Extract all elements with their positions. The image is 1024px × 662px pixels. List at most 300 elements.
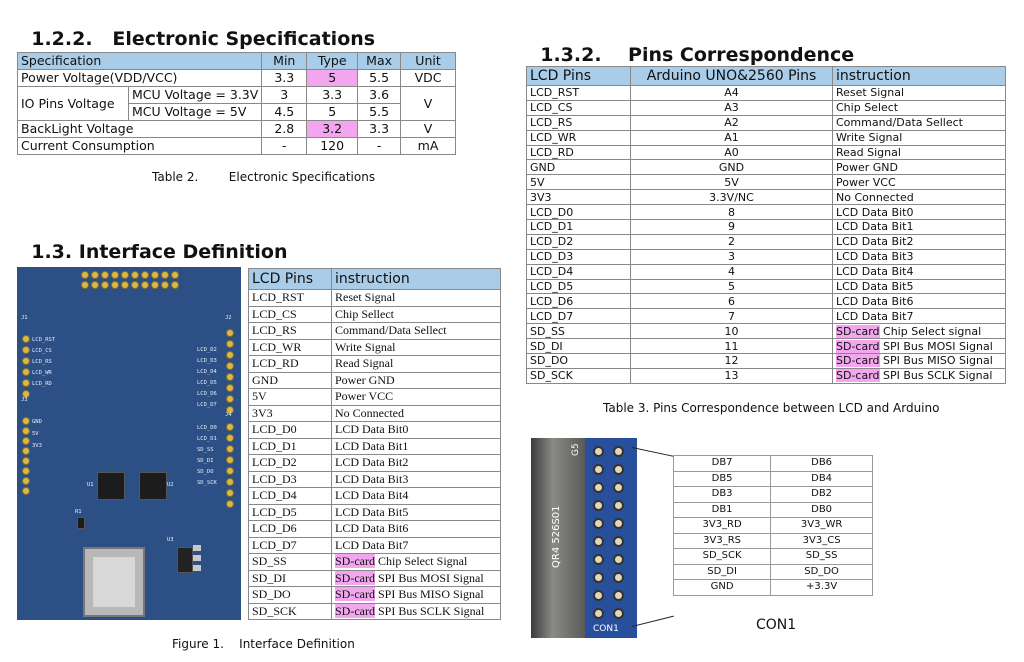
lcd-pin: LCD_CS bbox=[527, 100, 631, 115]
spec-row-io-1 bbox=[18, 87, 456, 104]
connector-pin bbox=[593, 590, 604, 601]
pins-table bbox=[526, 66, 1006, 384]
table-row bbox=[249, 405, 501, 422]
header-pin bbox=[171, 281, 179, 289]
pin-name: 3V3 bbox=[249, 405, 332, 422]
header-pin bbox=[151, 271, 159, 279]
sd-instruction-text: SPI Bus MOSI Signal bbox=[374, 570, 484, 585]
spec-min: 4.5 bbox=[262, 104, 307, 121]
header-pin bbox=[101, 271, 109, 279]
pin-name: GND bbox=[249, 372, 332, 389]
spec-type: 120 bbox=[307, 138, 358, 155]
spec-header-max: Max bbox=[358, 53, 401, 70]
connector-pin bbox=[593, 464, 604, 475]
sd-card-tag: SD-card bbox=[335, 570, 375, 585]
regulator-tab bbox=[193, 565, 201, 571]
table-row bbox=[674, 549, 873, 565]
connector-pin bbox=[593, 500, 604, 511]
u3-regulator bbox=[177, 547, 193, 573]
spec-min: 3.3 bbox=[262, 70, 307, 87]
board-pin-label: LCD_D4 bbox=[197, 369, 217, 375]
header-pin bbox=[226, 423, 234, 431]
r1-label: R1 bbox=[75, 509, 82, 515]
table-row bbox=[249, 339, 501, 356]
pin-name: LCD_D7 bbox=[249, 537, 332, 554]
board-pin-label: SD_SS bbox=[197, 447, 214, 453]
arduino-pin: A3 bbox=[631, 100, 833, 115]
table-row bbox=[674, 564, 873, 580]
sd-card-tag: SD-card bbox=[335, 587, 375, 602]
spec-type: 5 bbox=[307, 104, 358, 121]
table-row bbox=[527, 294, 1006, 309]
header-pin bbox=[22, 335, 30, 343]
board-pin-label: 3V3 bbox=[32, 443, 42, 449]
lcd-pin: LCD_D6 bbox=[527, 294, 631, 309]
arduino-pin: 5 bbox=[631, 279, 833, 294]
pin-name: LCD_D5 bbox=[249, 504, 332, 521]
table-row bbox=[527, 279, 1006, 294]
sd-card-tag: SD-card bbox=[836, 369, 880, 383]
pin-name: SD_DO bbox=[249, 587, 332, 604]
pin-instruction: Chip Select bbox=[833, 100, 1006, 115]
pin-instruction: LCD Data Bit2 bbox=[332, 455, 501, 472]
arduino-pin: 12 bbox=[631, 354, 833, 369]
table-row bbox=[527, 160, 1006, 175]
connector-pin bbox=[613, 500, 624, 511]
pin-name: LCD_D4 bbox=[249, 488, 332, 505]
interface-title: Interface Definition bbox=[78, 241, 288, 263]
u1-chip bbox=[97, 472, 125, 500]
table-row bbox=[249, 389, 501, 406]
lcd-pin: LCD_D4 bbox=[527, 264, 631, 279]
sd-card-tag: SD-card bbox=[836, 339, 880, 353]
header-pin bbox=[226, 340, 234, 348]
table-row bbox=[674, 502, 873, 518]
header-pin bbox=[121, 281, 129, 289]
spec-type: 5 bbox=[307, 70, 358, 87]
con1-left-signal: 3V3_RD bbox=[674, 518, 771, 534]
lcd-pin: LCD_D2 bbox=[527, 234, 631, 249]
con1-left-signal: SD_DI bbox=[674, 564, 771, 580]
connector-photo bbox=[531, 438, 637, 638]
connector-pin bbox=[593, 608, 604, 619]
arduino-pin: 8 bbox=[631, 205, 833, 220]
header-pin bbox=[22, 357, 30, 365]
board-pin-label: 5V bbox=[32, 431, 39, 437]
spec-min: 2.8 bbox=[262, 121, 307, 138]
pins-table-body bbox=[527, 86, 1006, 384]
con1-left-signal: DB5 bbox=[674, 471, 771, 487]
arduino-pin: 10 bbox=[631, 324, 833, 339]
pin-instruction: Power GND bbox=[833, 160, 1006, 175]
table-row bbox=[249, 455, 501, 472]
pin-instruction: Reset Signal bbox=[833, 86, 1006, 101]
board-pin-label: LCD_D3 bbox=[197, 358, 217, 364]
table-row bbox=[249, 356, 501, 373]
table-row bbox=[527, 130, 1006, 145]
header-pin bbox=[22, 487, 30, 495]
header-pin bbox=[22, 437, 30, 445]
electronic-number: 1.2.2. bbox=[31, 28, 93, 50]
header-pin bbox=[91, 281, 99, 289]
con1-right-signal: +3.3V bbox=[771, 580, 873, 596]
con1-right-signal: DB4 bbox=[771, 471, 873, 487]
board-pin-label: LCD_WR bbox=[32, 370, 52, 376]
header-pin bbox=[22, 379, 30, 387]
sd-instruction-text: SPI Bus SCLK Signal bbox=[879, 369, 993, 383]
spec-max: 5.5 bbox=[358, 104, 401, 121]
lcd-shield-board-image bbox=[17, 267, 241, 620]
header-pin bbox=[131, 271, 139, 279]
u3-label: U3 bbox=[167, 537, 174, 543]
lcd-pin: LCD_D7 bbox=[527, 309, 631, 324]
board-pin-label: SD_DI bbox=[197, 458, 214, 464]
arduino-pin: 9 bbox=[631, 220, 833, 235]
pin-name: SD_DI bbox=[249, 570, 332, 587]
pin-instruction: No Connected bbox=[833, 190, 1006, 205]
header-pin bbox=[22, 368, 30, 376]
con1-right-signal: DB2 bbox=[771, 487, 873, 503]
pin-instruction: LCD Data Bit2 bbox=[833, 234, 1006, 249]
spec-unit: V bbox=[401, 87, 456, 121]
pin-instruction: LCD Data Bit1 bbox=[332, 438, 501, 455]
lcd-pin: 5V bbox=[527, 175, 631, 190]
table-row bbox=[527, 324, 1006, 339]
spec-label: BackLight Voltage bbox=[18, 121, 262, 138]
board-pin-label: LCD_RS bbox=[32, 359, 52, 365]
con1-left-signal: DB3 bbox=[674, 487, 771, 503]
arduino-pin: 13 bbox=[631, 368, 833, 383]
pin-instruction bbox=[332, 587, 501, 604]
header-pin bbox=[22, 467, 30, 475]
header-pin bbox=[226, 456, 234, 464]
header-pin bbox=[22, 346, 30, 354]
connector-pin bbox=[613, 608, 624, 619]
con1-table bbox=[673, 455, 873, 596]
spec-sublabel: MCU Voltage = 3.3V bbox=[128, 87, 261, 104]
pin-name: LCD_D1 bbox=[249, 438, 332, 455]
table-row bbox=[527, 249, 1006, 264]
connector-pin bbox=[613, 446, 624, 457]
table-row bbox=[249, 537, 501, 554]
pin-instruction: LCD Data Bit4 bbox=[833, 264, 1006, 279]
interface-table-body bbox=[249, 290, 501, 620]
lcd-pin: SD_SCK bbox=[527, 368, 631, 383]
pins-header-lcd: LCD Pins bbox=[527, 67, 631, 86]
connector-side-text: G5 bbox=[571, 443, 581, 456]
pin-instruction: LCD Data Bit5 bbox=[332, 504, 501, 521]
sd-card-tag: SD-card bbox=[335, 603, 375, 618]
spec-label: IO Pins Voltage bbox=[18, 87, 129, 121]
spec-unit: mA bbox=[401, 138, 456, 155]
board-pin-label: LCD_D1 bbox=[197, 436, 217, 442]
board-pin-label: SD_DO bbox=[197, 469, 214, 475]
header-pin bbox=[111, 281, 119, 289]
lcd-pin: LCD_D5 bbox=[527, 279, 631, 294]
pin-instruction: LCD Data Bit7 bbox=[833, 309, 1006, 324]
pin-name: 5V bbox=[249, 389, 332, 406]
arduino-pin: 3.3V/NC bbox=[631, 190, 833, 205]
sd-card-tag: SD-card bbox=[836, 354, 880, 368]
table-row bbox=[674, 456, 873, 472]
header-pin bbox=[151, 281, 159, 289]
lead-line-top bbox=[632, 447, 674, 457]
header-pin bbox=[91, 271, 99, 279]
board-pin-label: GND bbox=[32, 419, 42, 425]
connector-board-label: CON1 bbox=[593, 624, 619, 634]
table-row bbox=[249, 471, 501, 488]
pin-name: LCD_D0 bbox=[249, 422, 332, 439]
lcd-pin: SD_DO bbox=[527, 354, 631, 369]
connector-pin bbox=[593, 518, 604, 529]
spec-header-specification: Specification bbox=[18, 53, 262, 70]
sd-instruction-text: SPI Bus MISO Signal bbox=[879, 354, 993, 368]
connector-pin bbox=[593, 482, 604, 493]
pin-instruction: LCD Data Bit7 bbox=[332, 537, 501, 554]
pins-header-instruction: instruction bbox=[833, 67, 1006, 86]
pin-instruction: LCD Data Bit3 bbox=[833, 249, 1006, 264]
lcd-pin: LCD_RD bbox=[527, 145, 631, 160]
arduino-pin: 4 bbox=[631, 264, 833, 279]
pin-instruction bbox=[332, 554, 501, 571]
connector-pin bbox=[613, 590, 624, 601]
header-pin bbox=[226, 384, 234, 392]
spec-max: 3.6 bbox=[358, 87, 401, 104]
header-pin bbox=[226, 467, 234, 475]
board-pin-label: LCD_D7 bbox=[197, 402, 217, 408]
lcd-pin: LCD_D3 bbox=[527, 249, 631, 264]
pin-instruction bbox=[332, 570, 501, 587]
header-pin bbox=[161, 271, 169, 279]
pin-name: LCD_WR bbox=[249, 339, 332, 356]
sd-instruction-text: SPI Bus MOSI Signal bbox=[879, 339, 993, 353]
connector-pin bbox=[613, 518, 624, 529]
header-pin bbox=[171, 271, 179, 279]
spec-table bbox=[17, 52, 456, 155]
table-row bbox=[249, 603, 501, 620]
table-row bbox=[249, 372, 501, 389]
pin-name: LCD_CS bbox=[249, 306, 332, 323]
pin-instruction: LCD Data Bit6 bbox=[833, 294, 1006, 309]
board-pin-label: LCD_D0 bbox=[197, 425, 217, 431]
con1-left-signal: GND bbox=[674, 580, 771, 596]
spec-row-backlight bbox=[18, 121, 456, 138]
board-pin-label: LCD_RD bbox=[32, 381, 52, 387]
interface-header-row bbox=[249, 269, 501, 290]
table-row bbox=[249, 570, 501, 587]
lcd-pin: LCD_D0 bbox=[527, 205, 631, 220]
lcd-pin: LCD_D1 bbox=[527, 220, 631, 235]
lcd-pin: LCD_WR bbox=[527, 130, 631, 145]
connector-pin bbox=[613, 482, 624, 493]
header-pin bbox=[81, 271, 89, 279]
sd-instruction-text: SPI Bus SCLK Signal bbox=[374, 603, 485, 618]
header-pin bbox=[226, 445, 234, 453]
pin-instruction: Power GND bbox=[332, 372, 501, 389]
pin-instruction bbox=[833, 339, 1006, 354]
table-row bbox=[249, 422, 501, 439]
spec-label: Current Consumption bbox=[18, 138, 262, 155]
pin-instruction: Reset Signal bbox=[332, 290, 501, 307]
pin-instruction: Read Signal bbox=[332, 356, 501, 373]
lead-line-bottom bbox=[632, 616, 674, 627]
spec-row-power bbox=[18, 70, 456, 87]
table-row bbox=[249, 290, 501, 307]
table-row bbox=[249, 587, 501, 604]
table-row bbox=[674, 487, 873, 503]
pin-instruction: LCD Data Bit5 bbox=[833, 279, 1006, 294]
regulator-tab bbox=[193, 555, 201, 561]
header-pin bbox=[121, 271, 129, 279]
board-pin-label: LCD_CS bbox=[32, 348, 52, 354]
pin-instruction bbox=[833, 368, 1006, 383]
connector-pin bbox=[593, 572, 604, 583]
sd-instruction-text: Chip Select signal bbox=[879, 324, 982, 338]
spec-min: 3 bbox=[262, 87, 307, 104]
lcd-pin: SD_DI bbox=[527, 339, 631, 354]
arduino-pin: 2 bbox=[631, 234, 833, 249]
pin-instruction: Write Signal bbox=[833, 130, 1006, 145]
header-pin bbox=[226, 362, 234, 370]
table-row bbox=[527, 115, 1006, 130]
pin-instruction: Command/Data Sellect bbox=[833, 115, 1006, 130]
arduino-pin: A4 bbox=[631, 86, 833, 101]
arduino-pin: A0 bbox=[631, 145, 833, 160]
header-pin bbox=[226, 434, 234, 442]
table-row bbox=[249, 554, 501, 571]
header-pin bbox=[226, 500, 234, 508]
interface-heading bbox=[18, 219, 288, 263]
header-pin bbox=[226, 373, 234, 381]
header-pin bbox=[81, 281, 89, 289]
table-row bbox=[249, 504, 501, 521]
header-pin bbox=[226, 489, 234, 497]
electronic-title: Electronic Specifications bbox=[112, 28, 376, 50]
spec-sublabel: MCU Voltage = 5V bbox=[128, 104, 261, 121]
spec-caption: Table 2. Electronic Specifications bbox=[152, 170, 376, 184]
pin-instruction bbox=[332, 603, 501, 620]
header-pin bbox=[22, 457, 30, 465]
pin-instruction: Power VCC bbox=[833, 175, 1006, 190]
spec-header-unit: Unit bbox=[401, 53, 456, 70]
interface-number: 1.3. bbox=[31, 241, 73, 263]
pin-name: LCD_D3 bbox=[249, 471, 332, 488]
connector-pin bbox=[613, 536, 624, 547]
connector-pin bbox=[613, 464, 624, 475]
arduino-pin: A2 bbox=[631, 115, 833, 130]
interface-header-pins: LCD Pins bbox=[249, 269, 332, 290]
con1-left-signal: DB1 bbox=[674, 502, 771, 518]
arduino-pin: A1 bbox=[631, 130, 833, 145]
spec-max: - bbox=[358, 138, 401, 155]
con1-right-signal: DB6 bbox=[771, 456, 873, 472]
header-pin bbox=[111, 271, 119, 279]
connector-pin bbox=[613, 554, 624, 565]
sd-card-slot-inner bbox=[93, 557, 135, 607]
table-row bbox=[527, 234, 1006, 249]
connector-pin bbox=[593, 536, 604, 547]
con1-right-signal: DB0 bbox=[771, 502, 873, 518]
table-row bbox=[674, 471, 873, 487]
con1-left-signal: DB7 bbox=[674, 456, 771, 472]
board-pin-label: LCD_D2 bbox=[197, 347, 217, 353]
table-row bbox=[674, 580, 873, 596]
pin-instruction: Read Signal bbox=[833, 145, 1006, 160]
table-row bbox=[249, 323, 501, 340]
j4-label: J4 bbox=[225, 412, 232, 418]
spec-header-min: Min bbox=[262, 53, 307, 70]
u2-label: U2 bbox=[167, 482, 174, 488]
arduino-pin: 6 bbox=[631, 294, 833, 309]
header-pin bbox=[226, 478, 234, 486]
board-pin-label: LCD_D5 bbox=[197, 380, 217, 386]
pin-instruction: LCD Data Bit6 bbox=[332, 521, 501, 538]
interface-table bbox=[248, 268, 501, 620]
j2-label: J2 bbox=[225, 315, 232, 321]
sd-card-tag: SD-card bbox=[335, 554, 375, 569]
table-row bbox=[674, 533, 873, 549]
pin-instruction bbox=[833, 354, 1006, 369]
pin-instruction: LCD Data Bit1 bbox=[833, 220, 1006, 235]
table-row bbox=[527, 205, 1006, 220]
pin-name: SD_SS bbox=[249, 554, 332, 571]
spec-header-row bbox=[18, 53, 456, 70]
table-row bbox=[527, 368, 1006, 383]
sd-instruction-text: Chip Select Signal bbox=[374, 554, 468, 569]
pin-instruction bbox=[833, 324, 1006, 339]
table-row bbox=[527, 86, 1006, 101]
pins-number: 1.3.2. bbox=[540, 44, 602, 66]
board-pin-label: LCD_RST bbox=[32, 337, 56, 343]
pins-header-row bbox=[527, 67, 1006, 86]
arduino-pin: 5V bbox=[631, 175, 833, 190]
pin-instruction: Write Signal bbox=[332, 339, 501, 356]
pin-name: LCD_RD bbox=[249, 356, 332, 373]
pin-name: LCD_D2 bbox=[249, 455, 332, 472]
table-row bbox=[527, 145, 1006, 160]
arduino-pin: 11 bbox=[631, 339, 833, 354]
con1-right-signal: 3V3_WR bbox=[771, 518, 873, 534]
pin-name: SD_SCK bbox=[249, 603, 332, 620]
header-pin bbox=[226, 329, 234, 337]
pin-instruction: Chip Sellect bbox=[332, 306, 501, 323]
table-row bbox=[527, 100, 1006, 115]
board-pin-label: SD_SCK bbox=[197, 480, 217, 486]
pin-instruction: LCD Data Bit4 bbox=[332, 488, 501, 505]
j1-label: J1 bbox=[21, 315, 28, 321]
table-row bbox=[527, 220, 1006, 235]
con1-right-signal: SD_SS bbox=[771, 549, 873, 565]
j3-label: J3 bbox=[21, 397, 28, 403]
con1-right-signal: 3V3_CS bbox=[771, 533, 873, 549]
con1-left-signal: 3V3_RS bbox=[674, 533, 771, 549]
spec-unit: V bbox=[401, 121, 456, 138]
r1-resistor bbox=[77, 517, 85, 529]
pin-instruction: LCD Data Bit3 bbox=[332, 471, 501, 488]
header-pin bbox=[101, 281, 109, 289]
lcd-pin: GND bbox=[527, 160, 631, 175]
header-pin bbox=[22, 427, 30, 435]
table-row bbox=[249, 306, 501, 323]
spec-type: 3.3 bbox=[307, 87, 358, 104]
pin-name: LCD_RST bbox=[249, 290, 332, 307]
interface-header-instruction: instruction bbox=[332, 269, 501, 290]
table-row bbox=[527, 309, 1006, 324]
con1-right-signal: SD_DO bbox=[771, 564, 873, 580]
spec-min: - bbox=[262, 138, 307, 155]
spec-row-current bbox=[18, 138, 456, 155]
con1-left-signal: SD_SCK bbox=[674, 549, 771, 565]
